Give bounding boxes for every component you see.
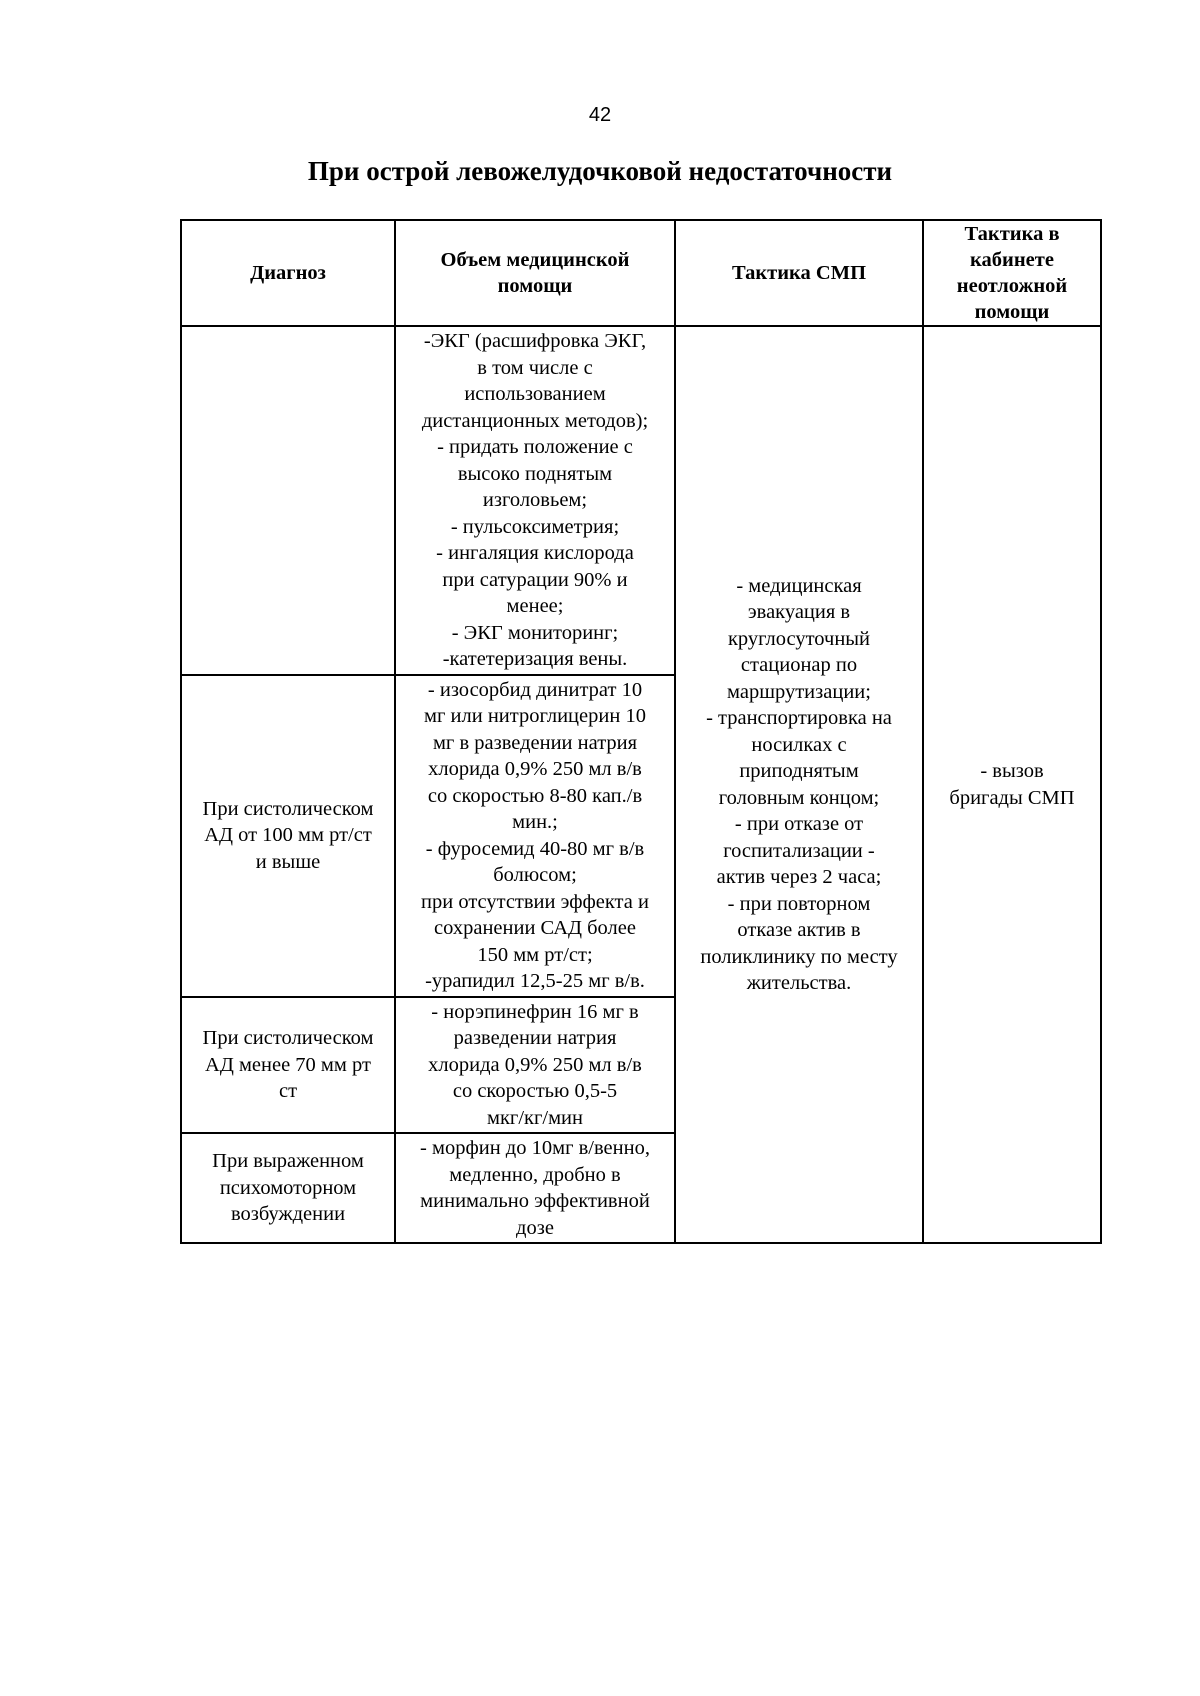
cell-line: менее; [506,595,564,617]
cell-line: помощи [497,275,573,297]
cell-line: мкг/кг/мин [486,1106,583,1129]
cell-line: медленно, дробно в [449,1163,621,1186]
cell-line: болюсом; [493,864,577,886]
cell-line: Тактика в [964,223,1060,245]
cell-line: - фуросемид 40-80 мг в/в [425,837,645,860]
cell-line: - вызов [980,760,1044,782]
cell-line: использованием [464,383,606,405]
cell-line: и выше [255,850,321,873]
cabinet-tactics-cell [923,326,1101,1243]
cell-line: минимально эффективной [420,1190,650,1212]
cell-line: - изосорбид динитрат 10 [427,678,643,701]
cell-line: Диагноз [250,262,326,284]
cell-line: мг или нитроглицерин 10 [424,705,646,727]
header-row [181,220,1101,326]
cell-line: - морфин до 10мг в/венно, [420,1137,650,1159]
cell-line: госпитализации - [723,839,875,862]
cell-line: При систолическом [202,797,374,820]
page-title: При острой левожелудочковой недостаточности [307,156,893,186]
page-number: 42 [588,104,612,126]
cell-line: бригады СМП [949,786,1075,809]
diagnosis-cell [181,1133,395,1243]
cell-line: АД от 100 мм рт/ст [204,824,372,847]
cell-line: - при отказе от [734,813,864,835]
cell-line: возбуждении [230,1203,346,1226]
cell-line: - медицинская [736,574,862,597]
cell-line: - ЭКГ мониторинг; [451,621,619,644]
cell-line: АД менее 70 мм рт [205,1053,371,1076]
cell-line: - норэпинефрин 16 мг в [431,1000,639,1023]
header-volume [395,220,675,326]
cell-line: стационар по [740,654,858,676]
header-diagnosis [181,220,395,326]
smp-tactics-cell [675,326,923,1243]
cell-line: - придать положение с [437,436,633,458]
volume-cell [395,1133,675,1243]
cell-line: разведении натрия [453,1027,617,1049]
cell-line: маршрутизации; [727,680,871,703]
header-smp-tactics [675,220,923,326]
cell-line: -катетеризация вены. [442,648,628,670]
table-row [181,326,1101,675]
tactics-table [180,219,1102,1244]
volume-cell [395,997,675,1134]
cell-line: 150 мм рт/ст; [477,943,593,966]
cell-line: - при повторном [727,892,871,915]
cell-line: в том числе с [477,356,593,379]
cell-line: при сатурации 90% и [442,568,628,591]
cell-line: - пульсоксиметрия; [450,515,620,538]
cell-line: При систолическом [202,1027,374,1049]
cell-line: круглосуточный [727,627,871,650]
diagnosis-cell [181,326,395,675]
cell-line: дистанционных методов); [421,409,649,432]
cell-line: актив через 2 часа; [716,866,882,888]
cell-line: высоко поднятым [457,462,613,485]
cell-line: мин.; [512,811,558,833]
cell-line: при отсутствии эффекта и [421,890,649,913]
cell-line: психомоторном [219,1176,357,1199]
cell-line: носилках с [751,733,847,756]
cell-line: поликлинику по месту [700,945,898,968]
diagnosis-cell [181,997,395,1134]
diagnosis-cell [181,675,395,997]
cell-line: изголовьем; [482,489,588,511]
cell-line: помощи [974,301,1050,323]
cell-line: дозе [516,1216,554,1239]
cell-line: со скоростью 8-80 кап./в [427,784,643,807]
volume-cell [395,675,675,997]
cell-line: кабинете [970,249,1054,271]
cell-line: неотложной [956,275,1068,297]
cell-line: эвакуация в [747,601,851,623]
cell-line: - ингаляция кислорода [436,542,634,564]
cell-line: ст [278,1080,298,1102]
cell-line: мг в разведении натрия [432,731,638,754]
cell-line: хлорида 0,9% 250 мл в/в [428,758,642,780]
cell-line: Объем медицинской [440,249,630,271]
cell-line: -урапидил 12,5-25 мг в/в. [425,970,645,992]
cell-line: сохранении САД более [434,917,636,939]
cell-line: - транспортировка на [706,707,892,729]
header-cabinet-tactics [923,220,1101,326]
cell-line: При выраженном [212,1150,364,1173]
cell-line: жительства. [746,972,852,994]
volume-cell [395,326,675,675]
cell-line: отказе актив в [737,919,861,941]
cell-line: головным концом; [718,786,880,809]
cell-line: со скоростью 0,5-5 [452,1080,618,1102]
cell-line: Тактика СМП [731,262,867,284]
cell-line: приподнятым [739,760,859,782]
cell-line: хлорида 0,9% 250 мл в/в [428,1053,642,1076]
cell-line: -ЭКГ (расшифровка ЭКГ, [423,330,647,352]
